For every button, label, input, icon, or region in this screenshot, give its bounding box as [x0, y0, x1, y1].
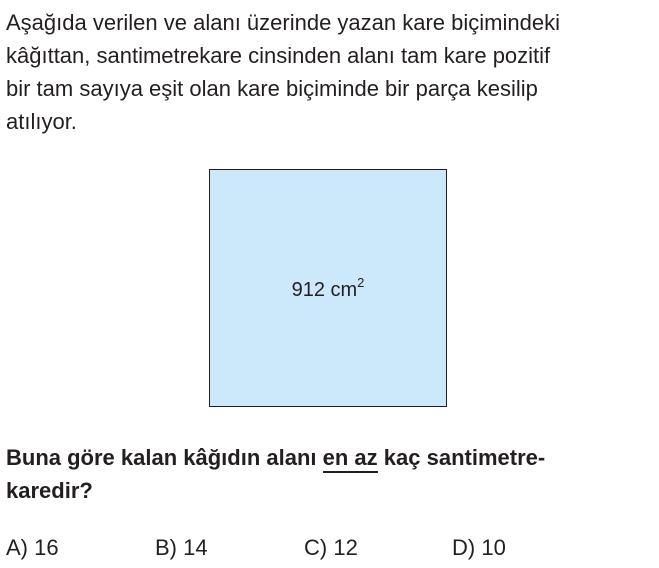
- area-value: 912 cm: [291, 279, 358, 301]
- square-paper-figure: [209, 169, 447, 407]
- problem-statement: [6, 6, 656, 138]
- choice-letter: D): [452, 535, 476, 560]
- choice-d[interactable]: [452, 533, 506, 563]
- choice-b[interactable]: [155, 533, 208, 563]
- choice-value: 16: [34, 535, 59, 560]
- choice-letter: B): [155, 535, 177, 560]
- question-text: [6, 441, 656, 507]
- emphasis-underlined: en az: [323, 445, 378, 473]
- choice-letter: A): [6, 535, 28, 560]
- answer-choices: [0, 533, 659, 563]
- problem-statement-line: atılıyor.: [6, 109, 77, 134]
- question-part-2: kaç santimetre-: [377, 445, 546, 470]
- choice-c[interactable]: [304, 533, 358, 563]
- choice-value: 10: [481, 535, 506, 560]
- problem-statement-line: Aşağıda verilen ve alanı üzerinde yazan kare biçimindeki: [6, 10, 560, 35]
- choice-value: 14: [183, 535, 208, 560]
- choice-letter: C): [304, 535, 328, 560]
- question-line-2: karedir?: [6, 478, 93, 503]
- choice-value: 12: [333, 535, 358, 560]
- choice-a[interactable]: [6, 533, 59, 563]
- question-part-1: Buna göre kalan kâğıdın alanı: [6, 445, 323, 470]
- problem-statement-line: kâğıttan, santimetrekare cinsinden alanı tam kare pozitif: [6, 43, 551, 68]
- area-label: [210, 275, 446, 302]
- question-line-1: [6, 441, 656, 474]
- problem-statement-line: bir tam sayıya eşit olan kare biçiminde bir parça kesilip: [6, 76, 538, 101]
- area-exponent: 2: [357, 275, 365, 290]
